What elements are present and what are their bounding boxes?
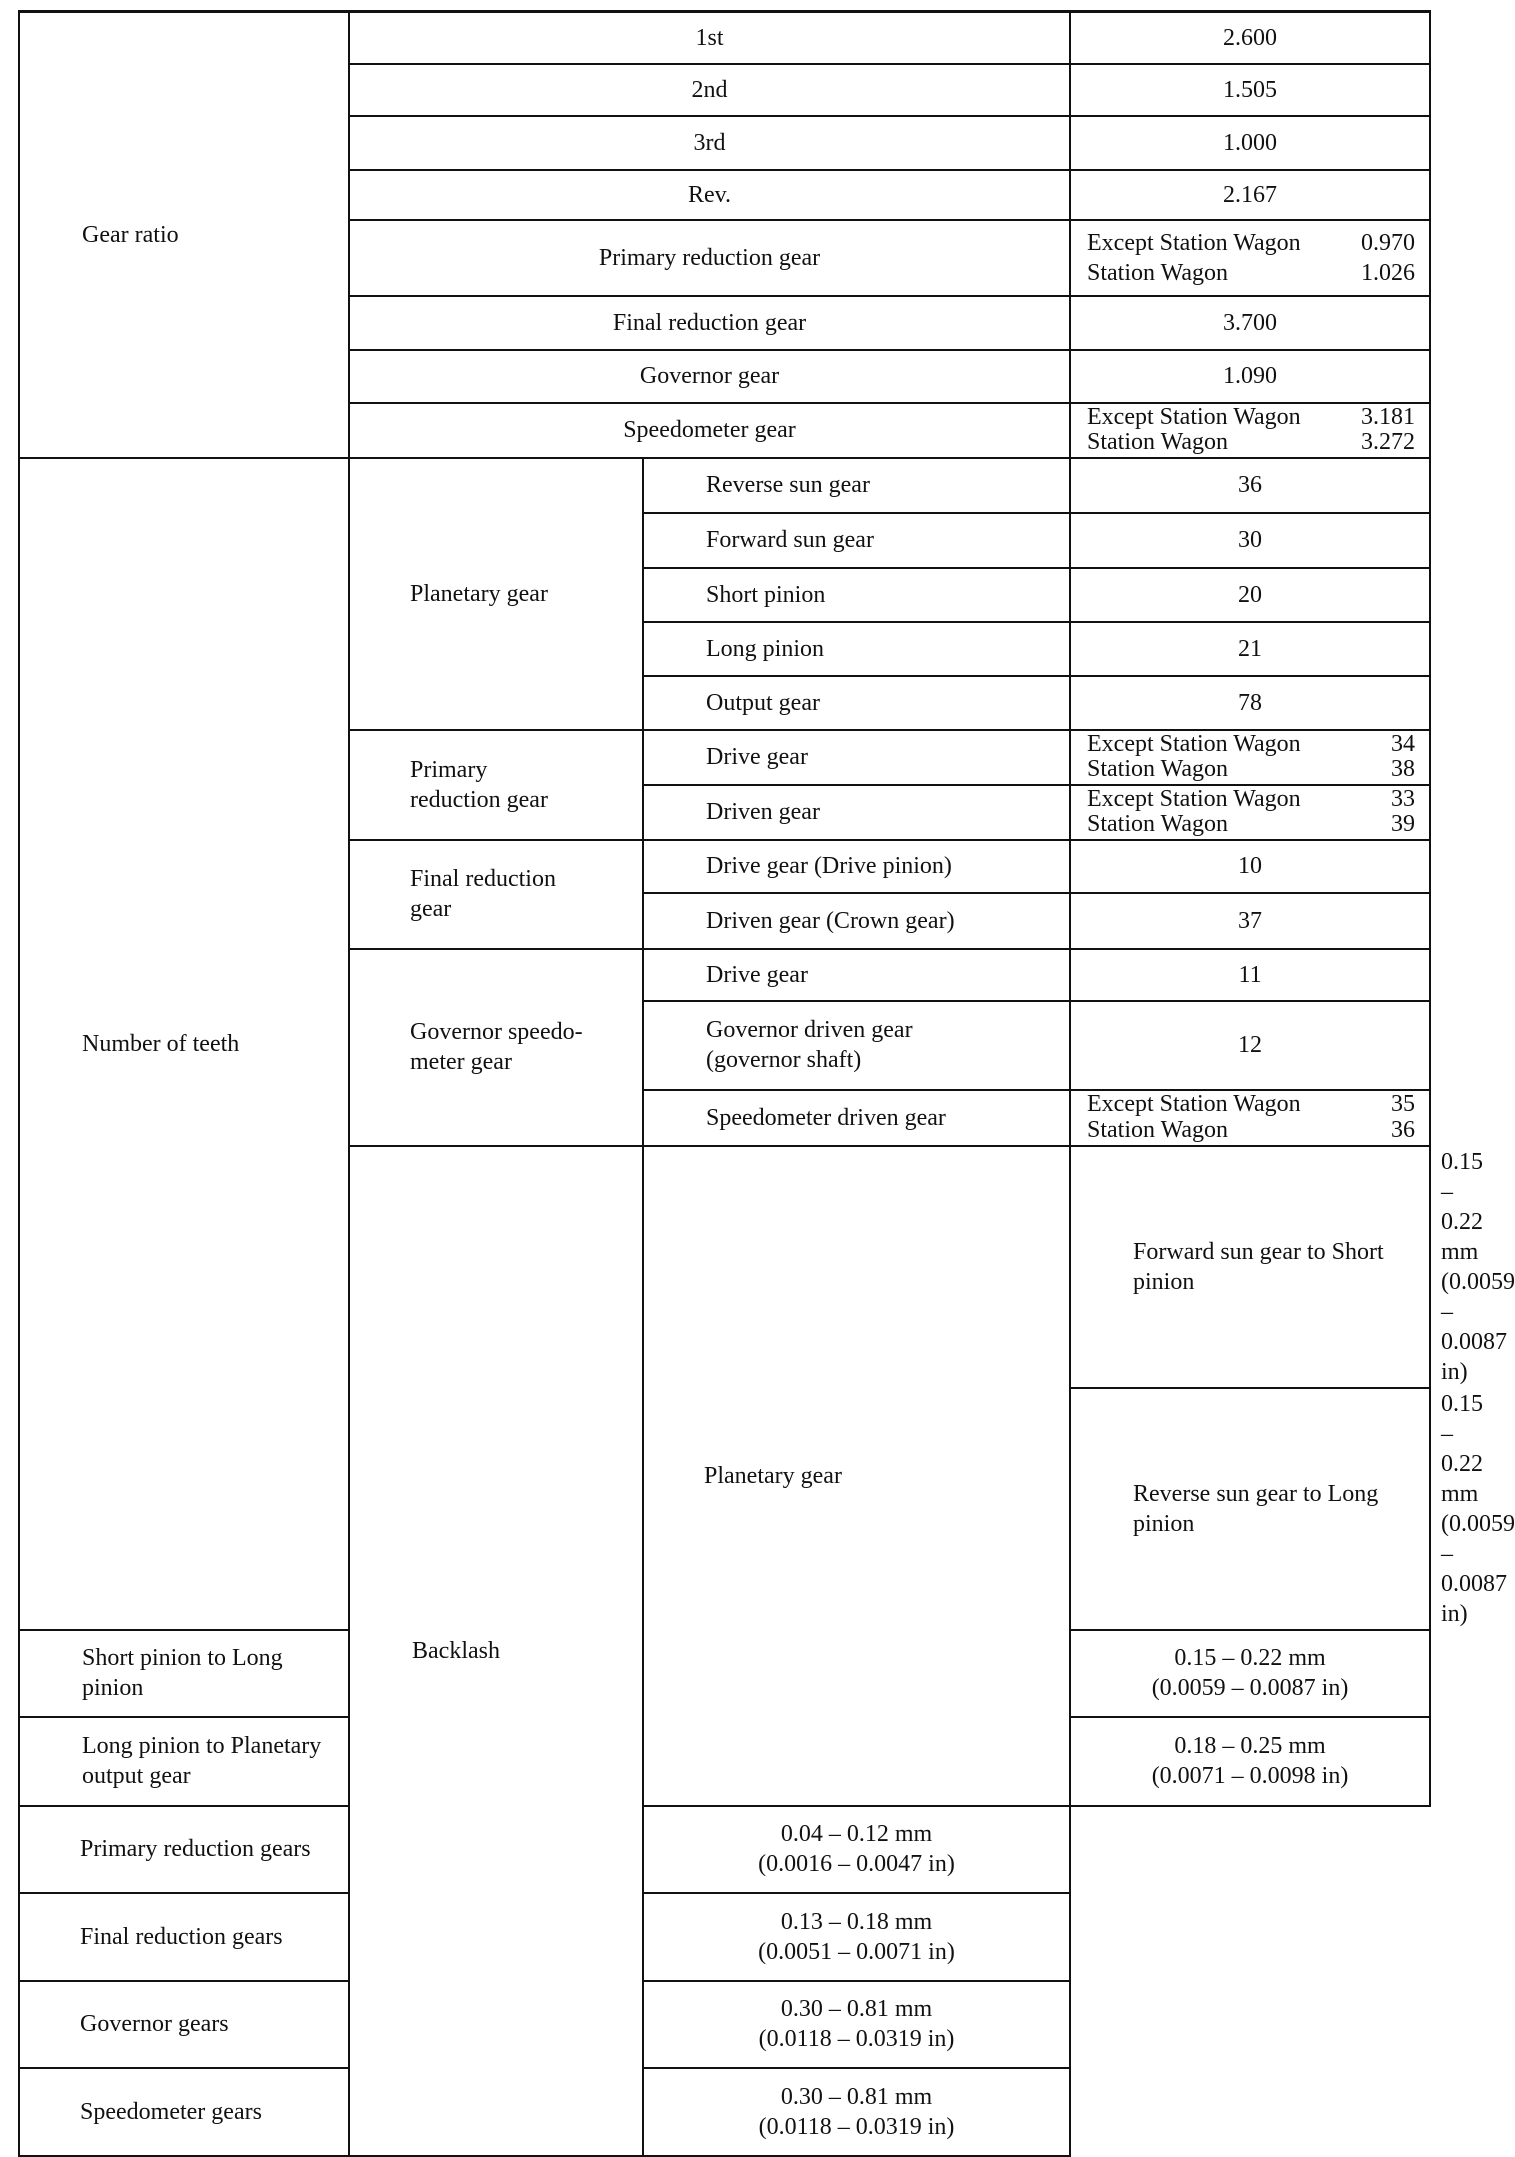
item-value: 78 [1070, 676, 1430, 730]
row-value: 2.167 [1070, 170, 1430, 220]
variant-label: Station Wagon [1087, 811, 1228, 837]
table-row [19, 458, 1430, 513]
item-value: 36 [1070, 458, 1430, 513]
row-label: Rev. [349, 170, 1070, 220]
item-label: Reverse sun gear [643, 458, 1070, 513]
item-value: 20 [1070, 568, 1430, 622]
row-label: Final reduction gear [349, 296, 1070, 350]
range-mm: 0.13 – 0.18 mm [780, 1908, 933, 1935]
item-value: 12 [1070, 1001, 1430, 1090]
item-label: Final reduction gears [19, 1893, 643, 1981]
item-label: Driven gear [643, 785, 1070, 840]
item-label-line: Short pinion to Long [82, 1645, 283, 1671]
range-mm: 0.30 – 0.81 mm [780, 2083, 933, 2110]
range-mm: 0.18 – 0.25 mm [1174, 1733, 1326, 1759]
item-value-split [1070, 1090, 1430, 1146]
group-label-line: Final reduction [410, 866, 556, 892]
row-value: 3.700 [1070, 296, 1430, 350]
table-row [19, 2068, 1430, 2156]
item-label [19, 1630, 349, 1717]
row-label: 1st [349, 12, 1070, 64]
variant-label: Except Station Wagon [1087, 730, 1301, 757]
range-in: (0.0118 – 0.0319 in) [758, 2113, 955, 2140]
range-in: (0.0071 – 0.0098 in) [1151, 1763, 1349, 1789]
variant-label: Except Station Wagon [1087, 403, 1301, 430]
row-value: 1.505 [1070, 64, 1430, 116]
variant-value: 3.181 [1361, 403, 1416, 430]
item-label: Primary reduction gears [19, 1806, 643, 1893]
range-in: (0.0016 – 0.0047 in) [758, 1851, 955, 1877]
item-label: Speedometer gears [19, 2068, 643, 2156]
item-label [19, 1717, 349, 1806]
group-label-primary-reduction [349, 730, 643, 840]
section-label-backlash: Backlash [349, 1146, 643, 2156]
variant-value: 33 [1391, 785, 1416, 812]
item-value-range [643, 1893, 1070, 1981]
table-row [19, 1893, 1430, 1981]
row-label: 2nd [349, 64, 1070, 116]
variant-value: 39 [1391, 811, 1416, 837]
table-row [19, 1981, 1430, 2068]
item-label-line: pinion [82, 1675, 144, 1701]
group-label-planetary: Planetary gear [349, 458, 643, 730]
variant-label: Except Station Wagon [1087, 785, 1301, 812]
item-label: Speedometer driven gear [643, 1090, 1070, 1146]
item-label: Governor gears [19, 1981, 643, 2068]
group-label-line: Primary [410, 756, 488, 783]
item-label-line: Reverse sun gear to Long [1133, 1480, 1379, 1507]
row-value-split [1070, 220, 1430, 296]
item-label-line: pinion [1133, 1268, 1195, 1295]
item-label-line: pinion [1133, 1510, 1195, 1537]
table-row [19, 1806, 1430, 1893]
group-label-line: reduction gear [410, 786, 548, 813]
item-label: Long pinion [643, 622, 1070, 676]
variant-label: Station Wagon [1087, 259, 1228, 286]
group-label-planetary: Planetary gear [643, 1146, 1070, 1806]
item-label-line: (governor shaft) [706, 1047, 862, 1073]
item-label: Forward sun gear [643, 513, 1070, 568]
item-value-range [1070, 1717, 1430, 1806]
row-value: 1.000 [1070, 116, 1430, 170]
variant-value: 3.272 [1361, 429, 1416, 455]
group-label-governor-speedometer [349, 949, 643, 1146]
table-row [19, 12, 1430, 64]
item-value-split [1070, 785, 1430, 840]
variant-label: Station Wagon [1087, 756, 1228, 782]
variant-label: Station Wagon [1087, 429, 1228, 455]
variant-value: 35 [1391, 1091, 1416, 1118]
item-label [1070, 1388, 1430, 1630]
row-value-split [1070, 403, 1430, 458]
range-in: (0.0051 – 0.0071 in) [758, 1938, 955, 1965]
group-label-line: meter gear [410, 1049, 512, 1075]
range-in: (0.0059 – 0.0087 in) [1151, 1675, 1349, 1701]
item-value: 30 [1070, 513, 1430, 568]
row-label: 3rd [349, 116, 1070, 170]
item-value-range [643, 1981, 1070, 2068]
item-label-line: Governor driven gear [706, 1017, 913, 1043]
variant-value: 36 [1391, 1116, 1416, 1143]
item-label [1070, 1146, 1430, 1388]
row-label: Speedometer gear [349, 403, 1070, 458]
variant-label: Station Wagon [1087, 1116, 1228, 1143]
item-label: Drive gear [643, 949, 1070, 1001]
gear-spec-table [18, 10, 1515, 2157]
item-value-range [643, 2068, 1070, 2156]
variant-value: 38 [1391, 756, 1416, 782]
variant-value: 34 [1391, 730, 1416, 757]
item-label-line: output gear [82, 1763, 191, 1789]
item-value-range [643, 1806, 1070, 1893]
item-label [643, 1001, 1070, 1090]
group-label-final-reduction [349, 840, 643, 949]
variant-value: 0.970 [1361, 229, 1416, 256]
item-value: 37 [1070, 893, 1430, 949]
item-label: Short pinion [643, 568, 1070, 622]
item-value-split [1070, 730, 1430, 785]
range-mm: 0.30 – 0.81 mm [780, 1996, 933, 2022]
group-label-line: Governor speedo- [410, 1019, 583, 1045]
spec-sheet [18, 10, 1515, 2140]
row-value: 2.600 [1070, 12, 1430, 64]
item-value: 21 [1070, 622, 1430, 676]
item-label-line: Long pinion to Planetary [82, 1733, 322, 1759]
item-label: Output gear [643, 676, 1070, 730]
item-label: Drive gear (Drive pinion) [643, 840, 1070, 893]
range-in: (0.0118 – 0.0319 in) [758, 2026, 955, 2052]
range-mm: 0.15 – 0.22 mm [1174, 1645, 1326, 1671]
variant-label: Except Station Wagon [1087, 1091, 1301, 1118]
row-value: 1.090 [1070, 350, 1430, 403]
section-label-number-of-teeth: Number of teeth [19, 458, 349, 1630]
item-value: 10 [1070, 840, 1430, 893]
range-mm: 0.04 – 0.12 mm [780, 1821, 933, 1847]
table-row: Backlash Planetary gear Forward sun gear to Short pinion 0.15 – 0.22 mm (0.0059 – 0.0087 in) [19, 1146, 1430, 1388]
item-label-line: Forward sun gear to Short [1133, 1238, 1384, 1265]
section-label-gear-ratio: Gear ratio [19, 12, 349, 458]
table-row: Reverse sun gear to Long pinion 0.15 – 0.22 mm (0.0059 – 0.0087 in) [19, 1388, 1430, 1630]
variant-value: 1.026 [1361, 259, 1416, 286]
row-label: Governor gear [349, 350, 1070, 403]
item-label: Driven gear (Crown gear) [643, 893, 1070, 949]
item-value: 11 [1070, 949, 1430, 1001]
item-label: Drive gear [643, 730, 1070, 785]
row-label: Primary reduction gear [349, 220, 1070, 296]
variant-label: Except Station Wagon [1087, 229, 1301, 256]
item-value-range [1070, 1630, 1430, 1717]
group-label-line: gear [410, 896, 452, 922]
